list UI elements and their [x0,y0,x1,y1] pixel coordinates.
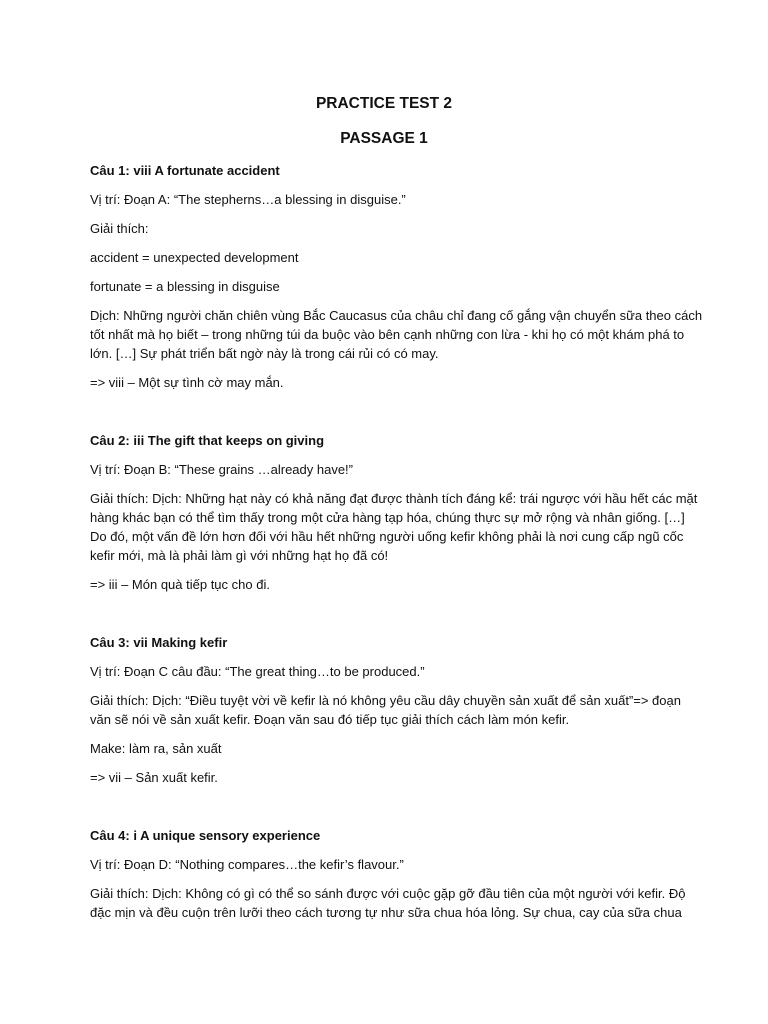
q4-heading: Câu 4: i A unique sensory experience [90,828,321,843]
q2-explain-line: kefir mới, mà là phải làm gì với những hạt họ đã có! [90,548,389,563]
q3-explain-line: văn sẽ nói về sản xuất kefir. Đoạn văn sau đó tiếp tục giải thích cách làm món kefir. [90,712,570,727]
q1-explain-label: Giải thích: [90,221,149,236]
q4-location: Vị trí: Đoạn D: “Nothing compares…the kefir’s flavour.” [90,857,404,872]
q1-translation-line: lớn. […] Sự phát triển bất ngờ này là trong cái rủi có có may. [90,346,439,361]
q2-answer: => iii – Món quà tiếp tục cho đi. [90,577,270,592]
q1-synonym-2: fortunate = a blessing in disguise [90,279,280,294]
q3-answer: => vii – Sản xuất kefir. [90,770,218,785]
passage-title: PASSAGE 1 [340,130,428,147]
q1-translation-line: tốt nhất mà họ biết – trong những túi da buộc vào bên cạnh những con lừa - khi họ có một khám phá to [90,327,685,342]
document-title: PRACTICE TEST 2 [315,95,453,112]
q3-heading: Câu 3: vii Making kefir [90,635,228,650]
q3-explain-line: Giải thích: Dịch: “Điều tuyệt vời về kefir là nó không yêu cầu dây chuyền sản xuất để sản xuất”=> đoạn [90,693,681,708]
q1-translation-line: Dịch: Những người chăn chiên vùng Bắc Caucasus của châu chỉ đang cố gắng vận chuyển sữa theo cách [90,308,703,323]
q2-heading: Câu 2: iii The gift that keeps on giving [90,433,325,448]
q2-explain-line: hàng khác bạn có thể tìm thấy trong một cửa hàng tạp hóa, chúng thực sự mở rộng và nhân giống. […] [90,510,685,525]
q1-heading: Câu 1: viii A fortunate accident [90,163,280,178]
q3-location: Vị trí: Đoạn C câu đầu: “The great thing…to be produced.” [90,664,425,679]
q2-location: Vị trí: Đoạn B: “These grains …already have!” [90,462,354,477]
q2-explain-line: Do đó, một vấn đề lớn hơn đối với hầu hết những người uống kefir không phải là nơi cung cấp ngũ cốc [90,529,684,544]
q3-make-definition: Make: làm ra, sản xuất [90,741,222,756]
q4-explain-line: đặc mịn và đều cuộn trên lưỡi theo cách tương tự như sữa chua hóa lỏng. Sự chua, cay của sữa chua [90,905,682,920]
q1-location: Vị trí: Đoạn A: “The stepherns…a blessing in disguise.” [90,192,406,207]
q2-explain-line: Giải thích: Dịch: Những hạt này có khả năng đạt được thành tích đáng kể: trái ngược với hầu hết các mặt [90,491,698,506]
q1-synonym-1: accident = unexpected development [90,250,299,265]
q4-explain-line: Giải thích: Dịch: Không có gì có thể so sánh được với cuộc gặp gỡ đầu tiên của một người với kefir. Độ [90,886,686,901]
q1-answer: => viii – Một sự tình cờ may mắn. [90,375,284,390]
